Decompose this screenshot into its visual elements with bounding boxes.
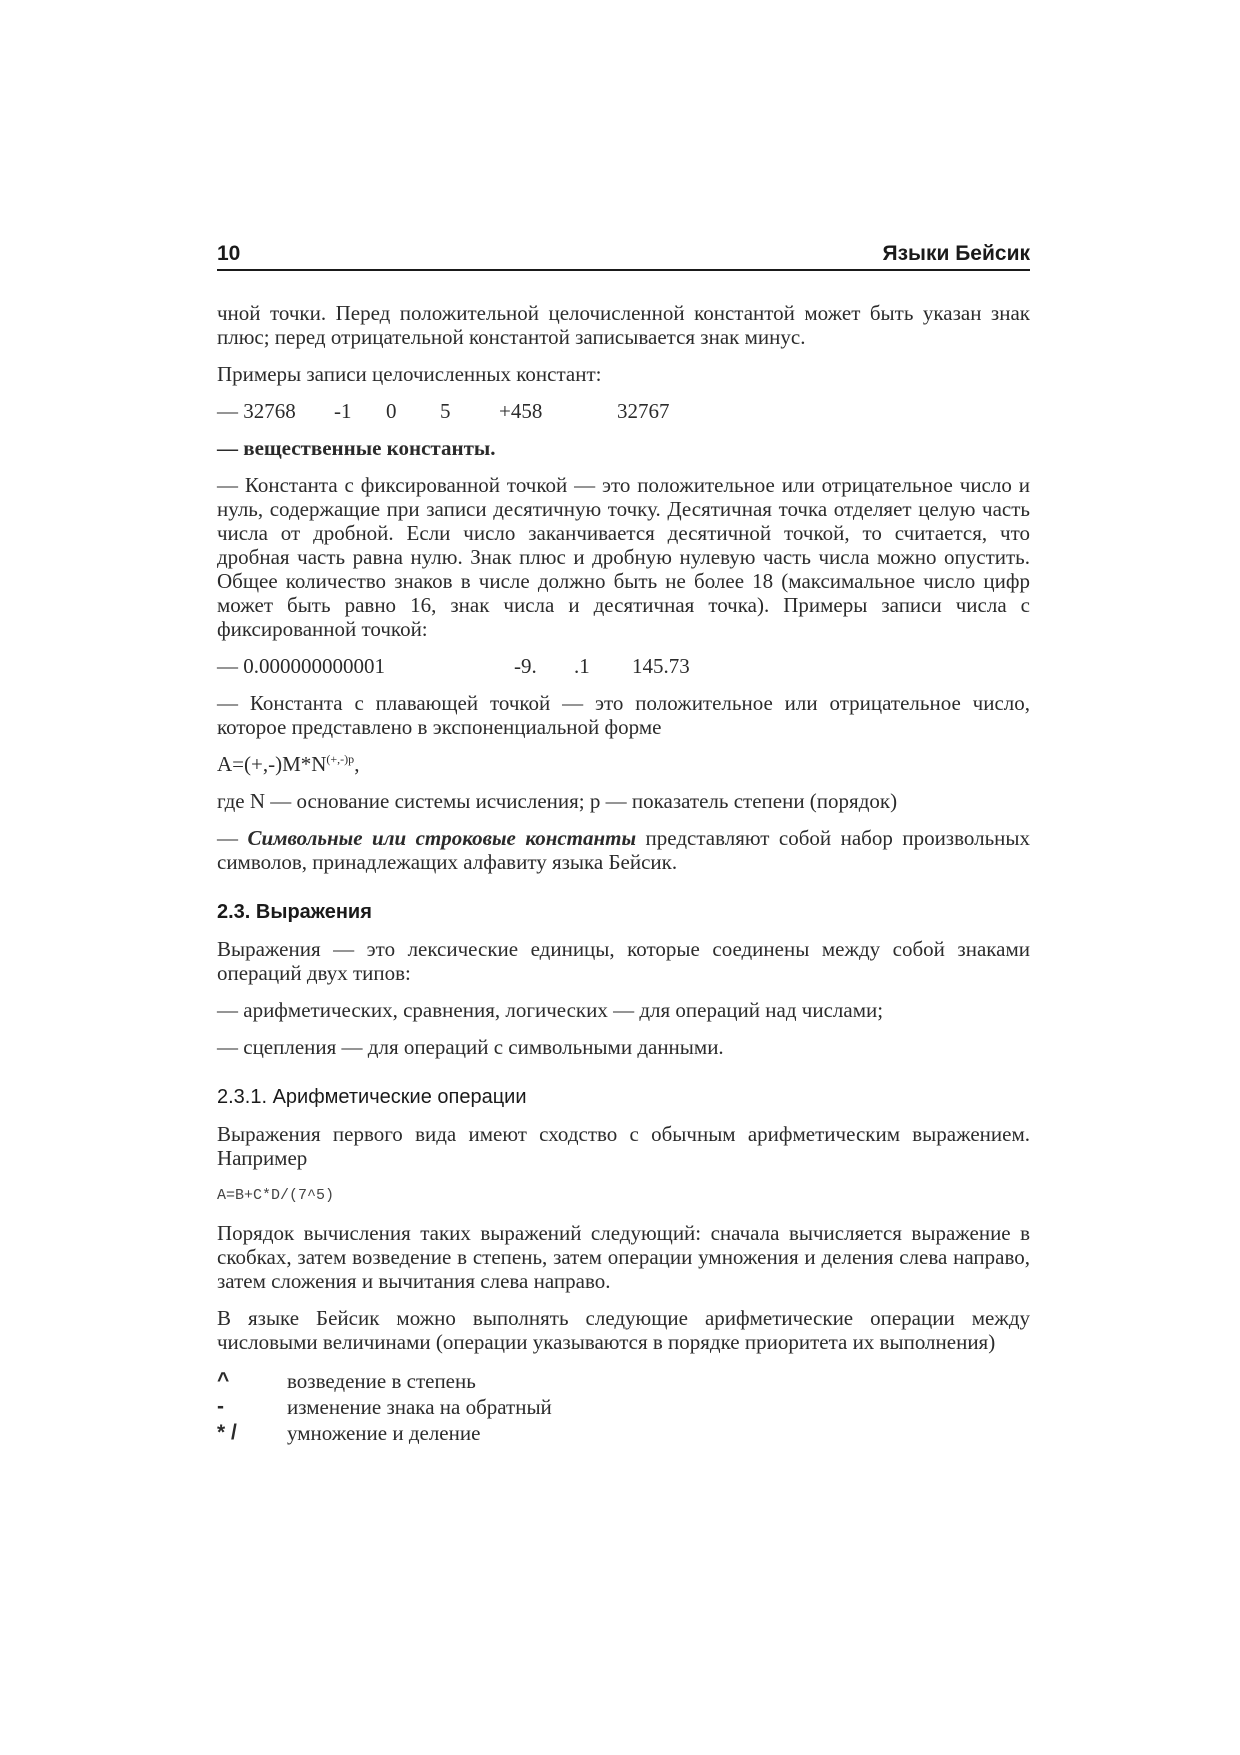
example-value: .1 [574,654,590,678]
paragraph: В языке Бейсик можно выполнять следующие арифметические операции между числовыми величинами (операции указываются в порядке приоритета их выполнения) [217,1306,1030,1354]
list-item: — арифметических, сравнения, логических — для операций над числами; [217,998,884,1022]
paragraph: Выражения первого вида имеют сходство с обычным арифметическим выражением. Например [217,1122,1030,1170]
paragraph: где N — основание системы исчисления; p — показатель степени (порядок) [217,789,898,813]
example-value: 32767 [617,399,670,423]
operator-description: изменение знака на обратный [287,1395,552,1419]
paragraph [217,826,1030,874]
list-item: — сцепления — для операций с символьными данными. [217,1035,724,1059]
paragraph: Порядок вычисления таких выражений следующий: сначала вычисляется выражение в скобках, затем возведение в степень, затем операции умножения и деления слева направо, затем сложения и вычитания слева направо. [217,1221,1030,1293]
code-example: A=B+C*D/(7^5) [217,1187,335,1204]
paragraph: чной точки. Перед положительной целочисленной константой может быть указан знак плюс; перед отрицательной константой записывается знак минус. [217,301,1030,349]
example-value: +458 [499,399,543,423]
formula [217,752,1030,776]
paragraph: Выражения — это лексические единицы, которые соединены между собой знаками операций двух типов: [217,937,1030,985]
paragraph: Примеры записи целочисленных констант: [217,362,602,386]
section-heading: 2.3. Выражения [217,901,372,923]
example-value: 5 [440,399,451,423]
real-constants-heading: — вещественные константы. [217,436,496,460]
formula-base: A=(+,-)M*N [217,752,327,776]
formula-exponent: (+,-)p [326,752,355,766]
paragraph-rest: представляют собой набор произвольных символов, принадлежащих алфавиту языка Бейсик. [217,826,1030,874]
list-item [217,1368,1030,1394]
example-value: — 32768 [217,399,296,423]
paragraph: — Константа с фиксированной точкой — это положительное или отрицательное число и нуль, содержащие при записи десятичную точку. Десятичная точка отделяет целую часть числа от дробной. Если число заканчивается десятичной точкой, то считается, что дробная часть равна нулю. Знак плюс и дробную нулевую часть числа можно опустить. Общее количество знаков в числе должно быть не более 18 (максимальное число цифр может быть равно 16, знак числа и десятичная точка). Примеры записи числа с фиксированной точкой: [217,473,1030,641]
operations-list [217,1368,1030,1446]
example-value: -1 [334,399,352,423]
int-examples-row [217,399,1030,423]
example-value: 0 [386,399,397,423]
running-title: Языки Бейсик [882,242,1030,265]
paragraph: — Константа с плавающей точкой — это положительное или отрицательное число, которое представлено в экспоненциальной форме [217,691,1030,739]
running-header [217,240,1030,271]
operator-description: возведение в степень [287,1369,476,1393]
example-value: 145.73 [632,654,690,678]
page-body [217,240,1030,1446]
example-value: -9. [514,654,537,678]
fixed-examples-row [217,654,1030,678]
page-number: 10 [217,242,241,265]
operator-symbol: * / [217,1421,237,1444]
subsection-heading: 2.3.1. Арифметические операции [217,1086,527,1108]
operator-symbol: - [217,1395,224,1418]
operator-symbol: ^ [217,1369,230,1392]
formula-tail: , [354,752,360,776]
dash: — [217,826,248,850]
term-emphasis: Символьные или строковые константы [247,826,637,850]
list-item [217,1394,1030,1420]
example-value: — 0.000000000001 [217,654,385,678]
operator-description: умножение и деление [287,1421,481,1445]
list-item [217,1420,1030,1446]
